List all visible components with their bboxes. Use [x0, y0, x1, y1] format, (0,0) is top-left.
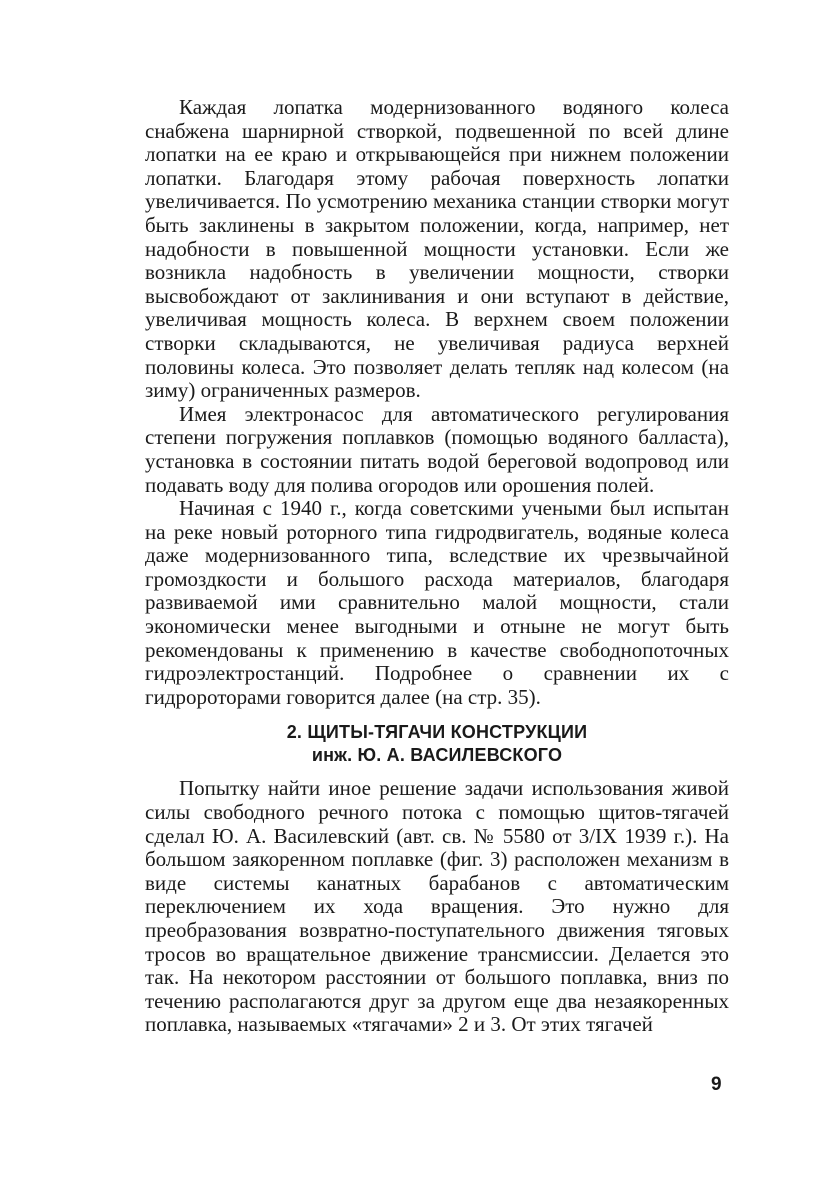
paragraph-vasilevsky: Попытку найти иное решение задачи использования живой силы свободного речного потока с помощью щитов-тягачей сделал Ю. А. Василевский (авт. св. № 5580 от 3/IX 1939 г.). На большом заякоренном поплавке (фиг. 3) расположен механизм в виде системы канатных барабанов с автоматическим переключением их хода вращения. Это нужно для преобразования возвратно-поступательного движения тяговых тросов во вращательное движение трансмиссии. Делается это так. На некотором расстоянии от большого поплавка, вниз по течению располагаются друг за другом еще два незаякоренных поплавка, называемых «тягачами» 2 и 3. От этих тягачей [145, 776, 729, 1037]
section-heading-line-1: 2. ЩИТЫ-ТЯГАЧИ КОНСТРУКЦИИ [286, 722, 588, 743]
paragraph-movable-flaps: Каждая лопатка модернизованного водяного колеса снабжена шарнирной створкой, подвешенной по всей длине лопатки на ее краю и открывающейся при нижнем положении лопатки. Благодаря этому рабочая поверхность лопатки увеличивается. По усмотрению механика станции створки могут быть заклинены в закрытом положении, когда, например, нет надобности в повышенной мощности установки. Если же возникла надобность в увеличении мощности, створки высвобождают от заклинивания и они вступают в действие, увеличивая мощность колеса. В верхнем своем положении створки складываются, не увеличивая радиуса верхней половины колеса. Это позволяет делать тепляк над колесом (на зиму) ограниченных размеров. [145, 95, 729, 403]
page-number: 9 [711, 1074, 722, 1095]
section-heading-line-2: инж. Ю. А. ВАСИЛЕВСКОГО [311, 745, 563, 766]
paragraph-electric-pump: Имея электронасос для автоматического регулирования степени погружения поплавков (помощью водяного балласта), установка в состоянии питать водой береговой водопровод или подавать воду для полива огородов или орошения полей. [145, 401, 729, 497]
paragraph-rotor-comparison: Начиная с 1940 г., когда советскими учеными был испытан на реке новый роторного типа гидродвигатель, водяные колеса даже модернизованного типа, вследствие их чрезвычайной громоздкости и большого расхода материалов, благодаря развиваемой ими сравнительно малой мощности, стали экономически менее выгодными и отныне не могут быть рекомендованы к применению в качестве свободнопоточных гидроэлектростанций. Подробнее о сравнении их с гидророторами говорится далее (на стр. 35). [145, 496, 729, 709]
page-content [145, 96, 729, 1037]
section-heading [145, 721, 729, 767]
